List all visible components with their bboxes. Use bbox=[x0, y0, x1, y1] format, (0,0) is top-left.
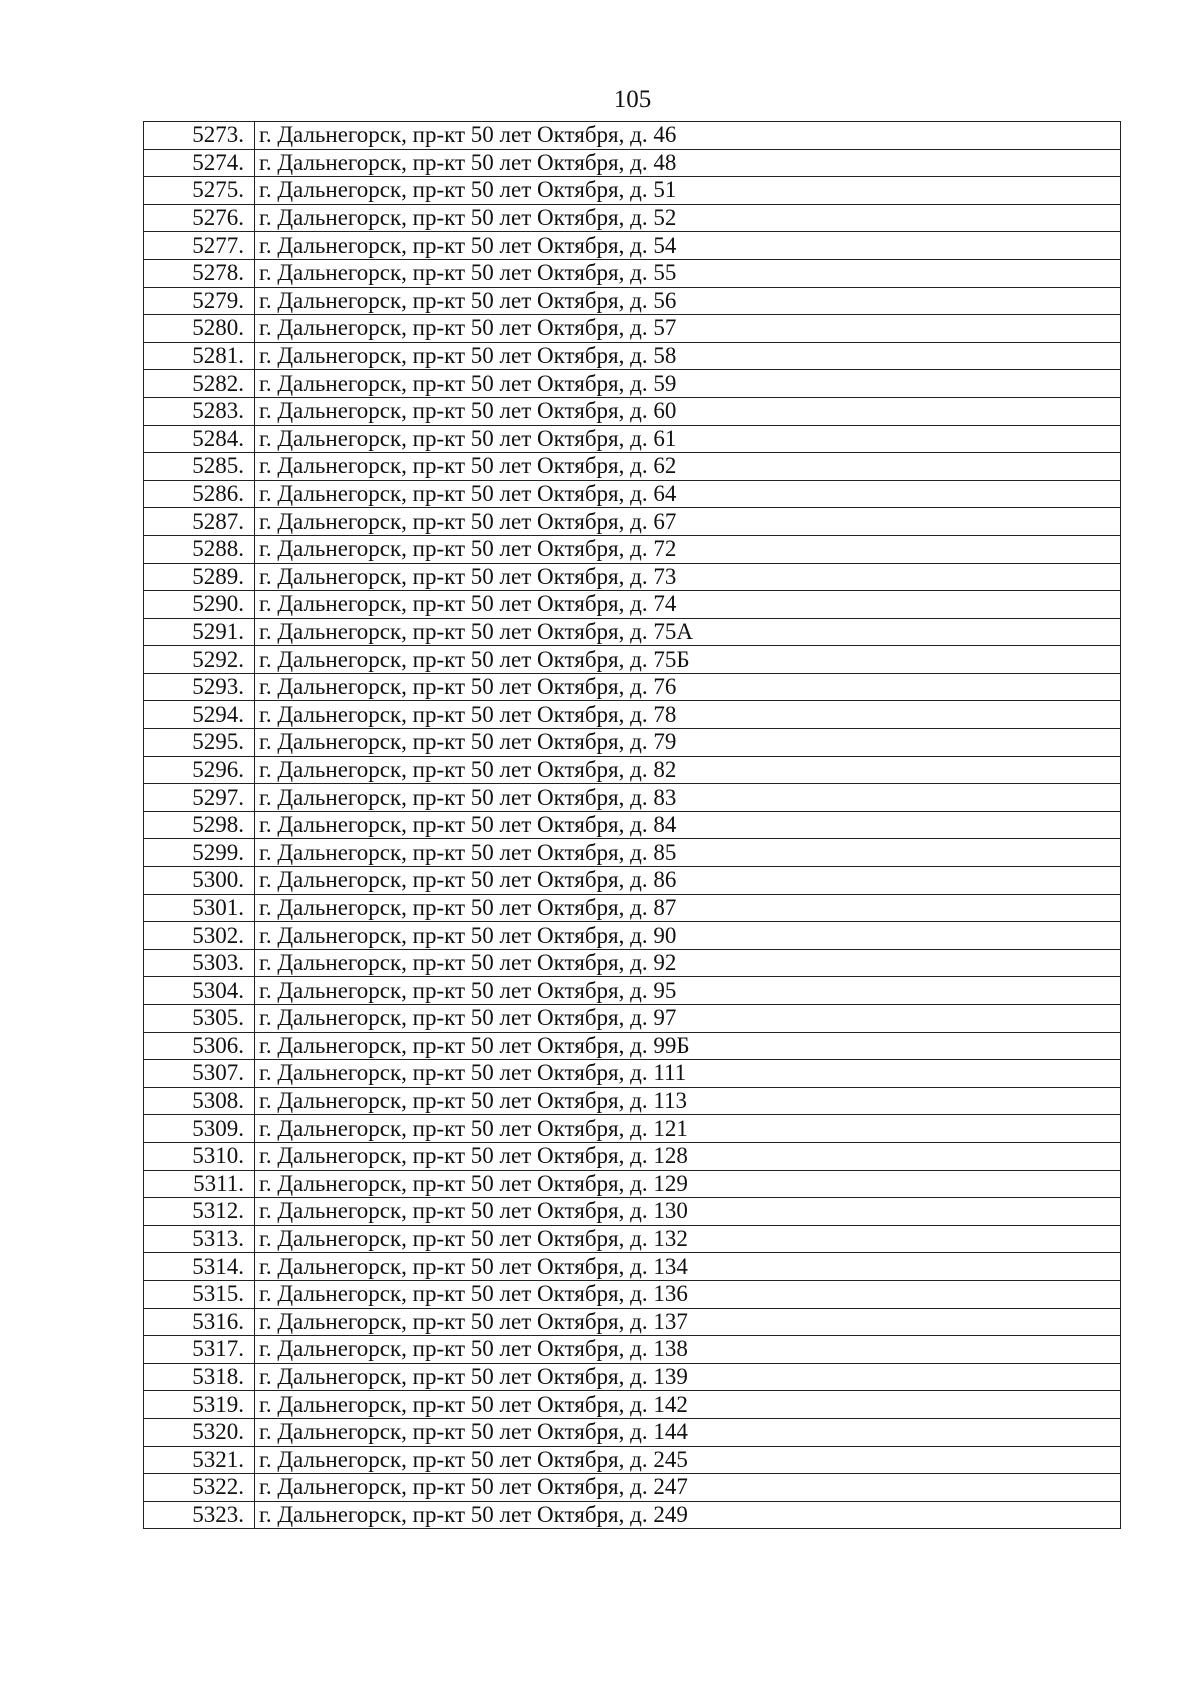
table-row bbox=[144, 232, 1121, 260]
row-number: 5297. bbox=[144, 784, 255, 812]
table-row bbox=[144, 618, 1121, 646]
row-number: 5292. bbox=[144, 646, 255, 674]
table-row bbox=[144, 259, 1121, 287]
table-row bbox=[144, 177, 1121, 205]
row-address: г. Дальнегорск, пр-кт 50 лет Октября, д. 62 bbox=[255, 453, 1121, 481]
address-table-body bbox=[144, 122, 1121, 1529]
row-address: г. Дальнегорск, пр-кт 50 лет Октября, д. 247 bbox=[255, 1474, 1121, 1502]
table-row bbox=[144, 122, 1121, 150]
row-number: 5283. bbox=[144, 397, 255, 425]
row-address: г. Дальнегорск, пр-кт 50 лет Октября, д. 249 bbox=[255, 1501, 1121, 1529]
row-number: 5309. bbox=[144, 1115, 255, 1143]
row-number: 5294. bbox=[144, 701, 255, 729]
row-address: г. Дальнегорск, пр-кт 50 лет Октября, д. 142 bbox=[255, 1391, 1121, 1419]
row-address: г. Дальнегорск, пр-кт 50 лет Октября, д. 130 bbox=[255, 1198, 1121, 1226]
row-number: 5320. bbox=[144, 1418, 255, 1446]
row-number: 5291. bbox=[144, 618, 255, 646]
row-number: 5310. bbox=[144, 1142, 255, 1170]
row-address: г. Дальнегорск, пр-кт 50 лет Октября, д. 64 bbox=[255, 480, 1121, 508]
row-address: г. Дальнегорск, пр-кт 50 лет Октября, д. 121 bbox=[255, 1115, 1121, 1143]
row-number: 5296. bbox=[144, 756, 255, 784]
row-number: 5317. bbox=[144, 1336, 255, 1364]
row-number: 5323. bbox=[144, 1501, 255, 1529]
row-number: 5287. bbox=[144, 508, 255, 536]
row-address: г. Дальнегорск, пр-кт 50 лет Октября, д. 78 bbox=[255, 701, 1121, 729]
table-row bbox=[144, 1446, 1121, 1474]
table-row bbox=[144, 149, 1121, 177]
row-number: 5277. bbox=[144, 232, 255, 260]
row-number: 5322. bbox=[144, 1474, 255, 1502]
table-row bbox=[144, 784, 1121, 812]
row-number: 5288. bbox=[144, 535, 255, 563]
row-number: 5313. bbox=[144, 1225, 255, 1253]
row-number: 5284. bbox=[144, 425, 255, 453]
row-number: 5316. bbox=[144, 1308, 255, 1336]
table-row bbox=[144, 867, 1121, 895]
table-row bbox=[144, 1474, 1121, 1502]
table-row bbox=[144, 342, 1121, 370]
row-number: 5290. bbox=[144, 591, 255, 619]
table-row bbox=[144, 1280, 1121, 1308]
table-row bbox=[144, 977, 1121, 1005]
table-row bbox=[144, 756, 1121, 784]
row-address: г. Дальнегорск, пр-кт 50 лет Октября, д. 61 bbox=[255, 425, 1121, 453]
row-address: г. Дальнегорск, пр-кт 50 лет Октября, д. 136 bbox=[255, 1280, 1121, 1308]
row-number: 5302. bbox=[144, 922, 255, 950]
row-address: г. Дальнегорск, пр-кт 50 лет Октября, д. 54 bbox=[255, 232, 1121, 260]
table-row bbox=[144, 1501, 1121, 1529]
table-row bbox=[144, 1198, 1121, 1226]
table-row bbox=[144, 1142, 1121, 1170]
row-address: г. Дальнегорск, пр-кт 50 лет Октября, д. 134 bbox=[255, 1253, 1121, 1281]
table-row bbox=[144, 894, 1121, 922]
row-number: 5281. bbox=[144, 342, 255, 370]
row-address: г. Дальнегорск, пр-кт 50 лет Октября, д. 60 bbox=[255, 397, 1121, 425]
table-row bbox=[144, 1225, 1121, 1253]
row-address: г. Дальнегорск, пр-кт 50 лет Октября, д. 87 bbox=[255, 894, 1121, 922]
row-address: г. Дальнегорск, пр-кт 50 лет Октября, д. 52 bbox=[255, 204, 1121, 232]
row-address: г. Дальнегорск, пр-кт 50 лет Октября, д. 85 bbox=[255, 839, 1121, 867]
table-row bbox=[144, 1418, 1121, 1446]
row-number: 5319. bbox=[144, 1391, 255, 1419]
row-address: г. Дальнегорск, пр-кт 50 лет Октября, д. 79 bbox=[255, 729, 1121, 757]
table-row bbox=[144, 839, 1121, 867]
row-address: г. Дальнегорск, пр-кт 50 лет Октября, д. 55 bbox=[255, 259, 1121, 287]
row-address: г. Дальнегорск, пр-кт 50 лет Октября, д. 72 bbox=[255, 535, 1121, 563]
row-number: 5308. bbox=[144, 1087, 255, 1115]
row-address: г. Дальнегорск, пр-кт 50 лет Октября, д. 58 bbox=[255, 342, 1121, 370]
row-address: г. Дальнегорск, пр-кт 50 лет Октября, д. 59 bbox=[255, 370, 1121, 398]
table-row bbox=[144, 949, 1121, 977]
row-number: 5304. bbox=[144, 977, 255, 1005]
table-row bbox=[144, 1336, 1121, 1364]
row-number: 5274. bbox=[144, 149, 255, 177]
row-address: г. Дальнегорск, пр-кт 50 лет Октября, д. 46 bbox=[255, 122, 1121, 150]
row-address: г. Дальнегорск, пр-кт 50 лет Октября, д. 73 bbox=[255, 563, 1121, 591]
row-address: г. Дальнегорск, пр-кт 50 лет Октября, д. 56 bbox=[255, 287, 1121, 315]
table-row bbox=[144, 370, 1121, 398]
row-address: г. Дальнегорск, пр-кт 50 лет Октября, д. 245 bbox=[255, 1446, 1121, 1474]
table-row bbox=[144, 1363, 1121, 1391]
table-row bbox=[144, 701, 1121, 729]
row-address: г. Дальнегорск, пр-кт 50 лет Октября, д. 129 bbox=[255, 1170, 1121, 1198]
row-address: г. Дальнегорск, пр-кт 50 лет Октября, д. 48 bbox=[255, 149, 1121, 177]
row-number: 5285. bbox=[144, 453, 255, 481]
row-number: 5298. bbox=[144, 811, 255, 839]
row-number: 5289. bbox=[144, 563, 255, 591]
row-address: г. Дальнегорск, пр-кт 50 лет Октября, д. 139 bbox=[255, 1363, 1121, 1391]
row-number: 5286. bbox=[144, 480, 255, 508]
row-address: г. Дальнегорск, пр-кт 50 лет Октября, д. 75Б bbox=[255, 646, 1121, 674]
row-address: г. Дальнегорск, пр-кт 50 лет Октября, д. 67 bbox=[255, 508, 1121, 536]
table-row bbox=[144, 425, 1121, 453]
table-row bbox=[144, 1087, 1121, 1115]
table-row bbox=[144, 1391, 1121, 1419]
row-number: 5307. bbox=[144, 1060, 255, 1088]
row-number: 5315. bbox=[144, 1280, 255, 1308]
row-number: 5321. bbox=[144, 1446, 255, 1474]
table-row bbox=[144, 811, 1121, 839]
row-address: г. Дальнегорск, пр-кт 50 лет Октября, д. 113 bbox=[255, 1087, 1121, 1115]
row-address: г. Дальнегорск, пр-кт 50 лет Октября, д. 92 bbox=[255, 949, 1121, 977]
table-row bbox=[144, 204, 1121, 232]
row-number: 5301. bbox=[144, 894, 255, 922]
table-row bbox=[144, 563, 1121, 591]
row-number: 5276. bbox=[144, 204, 255, 232]
row-address: г. Дальнегорск, пр-кт 50 лет Октября, д. 99Б bbox=[255, 1032, 1121, 1060]
row-address: г. Дальнегорск, пр-кт 50 лет Октября, д. 137 bbox=[255, 1308, 1121, 1336]
row-address: г. Дальнегорск, пр-кт 50 лет Октября, д. 138 bbox=[255, 1336, 1121, 1364]
row-number: 5280. bbox=[144, 315, 255, 343]
table-row bbox=[144, 1115, 1121, 1143]
table-row bbox=[144, 729, 1121, 757]
table-row bbox=[144, 646, 1121, 674]
row-address: г. Дальнегорск, пр-кт 50 лет Октября, д. 83 bbox=[255, 784, 1121, 812]
row-address: г. Дальнегорск, пр-кт 50 лет Октября, д. 90 bbox=[255, 922, 1121, 950]
table-row bbox=[144, 508, 1121, 536]
table-row bbox=[144, 1032, 1121, 1060]
row-number: 5314. bbox=[144, 1253, 255, 1281]
table-row bbox=[144, 673, 1121, 701]
row-number: 5278. bbox=[144, 259, 255, 287]
row-address: г. Дальнегорск, пр-кт 50 лет Октября, д. 128 bbox=[255, 1142, 1121, 1170]
row-number: 5279. bbox=[144, 287, 255, 315]
table-row bbox=[144, 287, 1121, 315]
row-number: 5312. bbox=[144, 1198, 255, 1226]
row-address: г. Дальнегорск, пр-кт 50 лет Октября, д. 51 bbox=[255, 177, 1121, 205]
row-number: 5300. bbox=[144, 867, 255, 895]
row-address: г. Дальнегорск, пр-кт 50 лет Октября, д. 97 bbox=[255, 1005, 1121, 1033]
table-row bbox=[144, 397, 1121, 425]
address-table bbox=[143, 121, 1121, 1529]
row-number: 5275. bbox=[144, 177, 255, 205]
row-number: 5311. bbox=[144, 1170, 255, 1198]
row-address: г. Дальнегорск, пр-кт 50 лет Октября, д. 82 bbox=[255, 756, 1121, 784]
table-row bbox=[144, 535, 1121, 563]
table-row bbox=[144, 453, 1121, 481]
row-address: г. Дальнегорск, пр-кт 50 лет Октября, д. 76 bbox=[255, 673, 1121, 701]
table-row bbox=[144, 922, 1121, 950]
row-address: г. Дальнегорск, пр-кт 50 лет Октября, д. 144 bbox=[255, 1418, 1121, 1446]
row-address: г. Дальнегорск, пр-кт 50 лет Октября, д. 132 bbox=[255, 1225, 1121, 1253]
table-row bbox=[144, 1060, 1121, 1088]
row-address: г. Дальнегорск, пр-кт 50 лет Октября, д. 75А bbox=[255, 618, 1121, 646]
row-address: г. Дальнегорск, пр-кт 50 лет Октября, д. 74 bbox=[255, 591, 1121, 619]
table-row bbox=[144, 1308, 1121, 1336]
row-address: г. Дальнегорск, пр-кт 50 лет Октября, д. 95 bbox=[255, 977, 1121, 1005]
row-number: 5273. bbox=[144, 122, 255, 150]
row-address: г. Дальнегорск, пр-кт 50 лет Октября, д. 57 bbox=[255, 315, 1121, 343]
row-number: 5282. bbox=[144, 370, 255, 398]
table-row bbox=[144, 480, 1121, 508]
table-row bbox=[144, 1170, 1121, 1198]
row-number: 5306. bbox=[144, 1032, 255, 1060]
row-number: 5293. bbox=[144, 673, 255, 701]
row-number: 5303. bbox=[144, 949, 255, 977]
row-number: 5295. bbox=[144, 729, 255, 757]
page-number: 105 bbox=[613, 86, 652, 113]
row-address: г. Дальнегорск, пр-кт 50 лет Октября, д. 84 bbox=[255, 811, 1121, 839]
table-row bbox=[144, 1253, 1121, 1281]
table-row bbox=[144, 1005, 1121, 1033]
row-number: 5305. bbox=[144, 1005, 255, 1033]
row-address: г. Дальнегорск, пр-кт 50 лет Октября, д. 111 bbox=[255, 1060, 1121, 1088]
row-number: 5318. bbox=[144, 1363, 255, 1391]
row-number: 5299. bbox=[144, 839, 255, 867]
table-row bbox=[144, 591, 1121, 619]
row-address: г. Дальнегорск, пр-кт 50 лет Октября, д. 86 bbox=[255, 867, 1121, 895]
table-row bbox=[144, 315, 1121, 343]
